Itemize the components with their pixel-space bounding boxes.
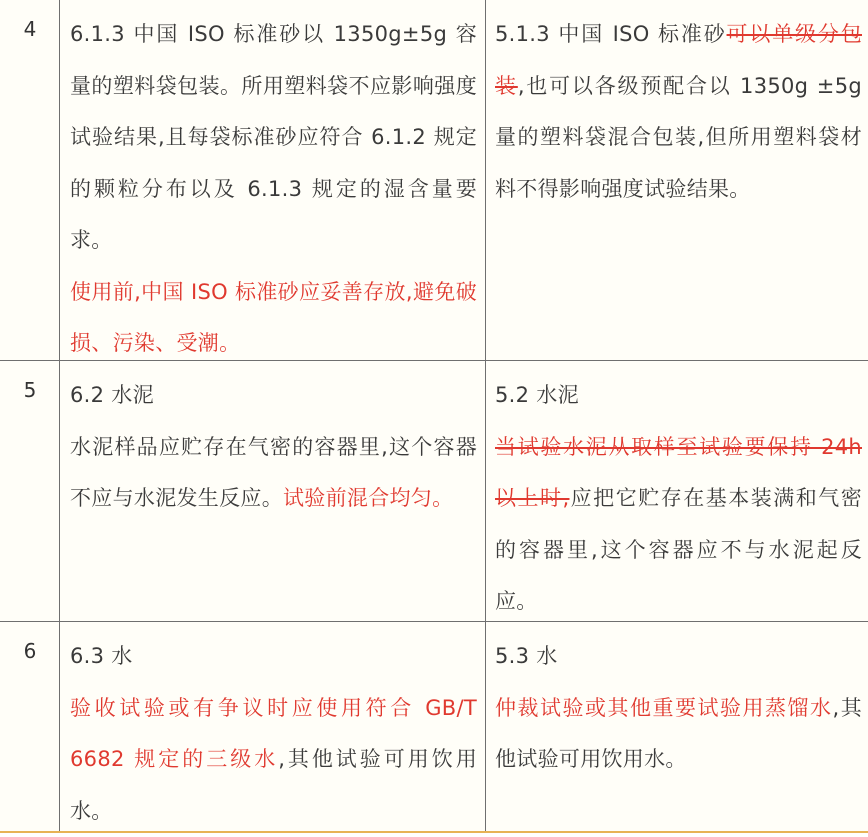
row-number: 4: [0, 16, 60, 42]
row-number: 5: [0, 377, 60, 403]
clause-suffix: 应把它贮存在基本装满和气密的容器里,这个容器应不与水泥起反应。: [495, 486, 862, 613]
added-text: 验收试验或有争议时应使用符合 GB/T 6682 规定的三级水: [70, 696, 477, 772]
clause-text: [495, 422, 862, 628]
clause-heading: 6.2 水泥: [70, 370, 477, 422]
clause-suffix: ,其他试验可用饮用水。: [70, 747, 477, 823]
clause-heading: 5.2 水泥: [495, 370, 862, 422]
new-standard-cell: [60, 622, 486, 832]
deleted-text: 当试验水泥从取样至试验要保持 24h 以上时,: [495, 435, 862, 511]
row-number-cell: [0, 622, 60, 832]
row-number-cell: [0, 0, 60, 360]
old-standard-cell: [486, 361, 868, 621]
clause-text: [495, 683, 862, 786]
table-row: [0, 0, 868, 361]
old-standard-cell: [486, 622, 868, 832]
table-row: [0, 361, 868, 622]
clause-body: 水泥样品应贮存在气密的容器里,这个容器不应与水泥发生反应。: [70, 435, 477, 511]
clause-text: [70, 683, 477, 837]
table-row: [0, 622, 868, 833]
old-standard-cell: [486, 0, 868, 360]
row-number: 6: [0, 638, 60, 664]
clause-heading: 5.3 水: [495, 631, 862, 683]
clause-text: [70, 422, 477, 525]
clause-heading: 6.3 水: [70, 631, 477, 683]
added-text: 仲裁试验或其他重要试验用蒸馏水: [495, 696, 833, 720]
clause-prefix: 5.1.3 中国 ISO 标准砂: [495, 22, 727, 46]
clause-text: 6.1.3 中国 ISO 标准砂以 1350g±5g 容量的塑料袋包装。所用塑料袋不应影响强度试验结果,且每袋标准砂应符合 6.1.2 规定的颗粒分布以及 6.1.3 规定的湿含量要求。: [70, 9, 477, 267]
new-standard-cell: [60, 361, 486, 621]
clause-suffix: ,其他试验可用饮用水。: [495, 696, 862, 772]
deleted-text: 可以单级分包装: [495, 22, 862, 98]
new-standard-cell: [60, 0, 486, 360]
clause-text: [495, 9, 862, 215]
clause-suffix: ,也可以各级预配合以 1350g ±5g 量的塑料袋混合包装,但所用塑料袋材料不得影响强度试验结果。: [495, 74, 862, 201]
added-text: 使用前,中国 ISO 标准砂应妥善存放,避免破损、污染、受潮。: [70, 267, 477, 370]
added-text: 试验前混合均匀。: [283, 486, 453, 510]
row-number-cell: [0, 361, 60, 621]
